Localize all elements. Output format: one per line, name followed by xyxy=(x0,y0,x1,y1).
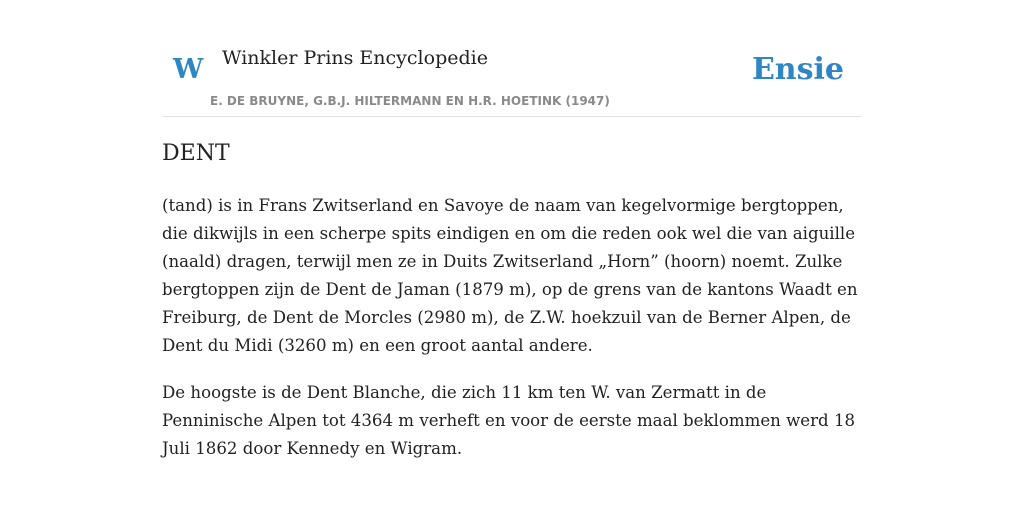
encyclopedia-header xyxy=(162,0,862,117)
paragraph-line: Penninische Alpen tot 4364 m verheft en voor de eerste maal beklommen werd 18 xyxy=(162,411,856,430)
article xyxy=(162,138,862,463)
paragraph-line: die dikwijls in een scherpe spits eindigen en om die reden ook wel die van aiguille xyxy=(162,224,856,243)
paragraph-line: (tand) is in Frans Zwitserland en Savoye de naam van kegelvormige bergtoppen, xyxy=(162,196,844,215)
paragraph-line: De hoogste is de Dent Blanche, die zich 11 km ten W. van Zermatt in de xyxy=(162,383,767,402)
article-paragraph xyxy=(162,379,862,463)
winkler-prins-logo[interactable]: W xyxy=(173,54,204,85)
ensie-logo[interactable]: Ensie xyxy=(751,52,844,87)
paragraph-line: bergtoppen zijn de Dent de Jaman (1879 m), op de grens van de kantons Waadt en xyxy=(162,280,858,299)
article-headword: DENT xyxy=(162,141,230,166)
paragraph-line: (naald) dragen, terwijl men ze in Duits Zwitserland „Horn” (hoorn) noemt. Zulke xyxy=(162,252,843,271)
article-paragraph xyxy=(162,192,862,360)
paragraph-line: Juli 1862 door Kennedy en Wigram. xyxy=(162,439,463,458)
book-title[interactable]: Winkler Prins Encyclopedie xyxy=(222,47,488,69)
paragraph-line: Dent du Midi (3260 m) en een groot aantal andere. xyxy=(162,336,593,355)
paragraph-line: Freiburg, de Dent de Morcles (2980 m), de Z.W. hoekzuil van de Berner Alpen, de xyxy=(162,308,851,327)
book-authors: E. DE BRUYNE, G.B.J. HILTERMANN EN H.R. HOETINK (1947) xyxy=(210,94,610,108)
